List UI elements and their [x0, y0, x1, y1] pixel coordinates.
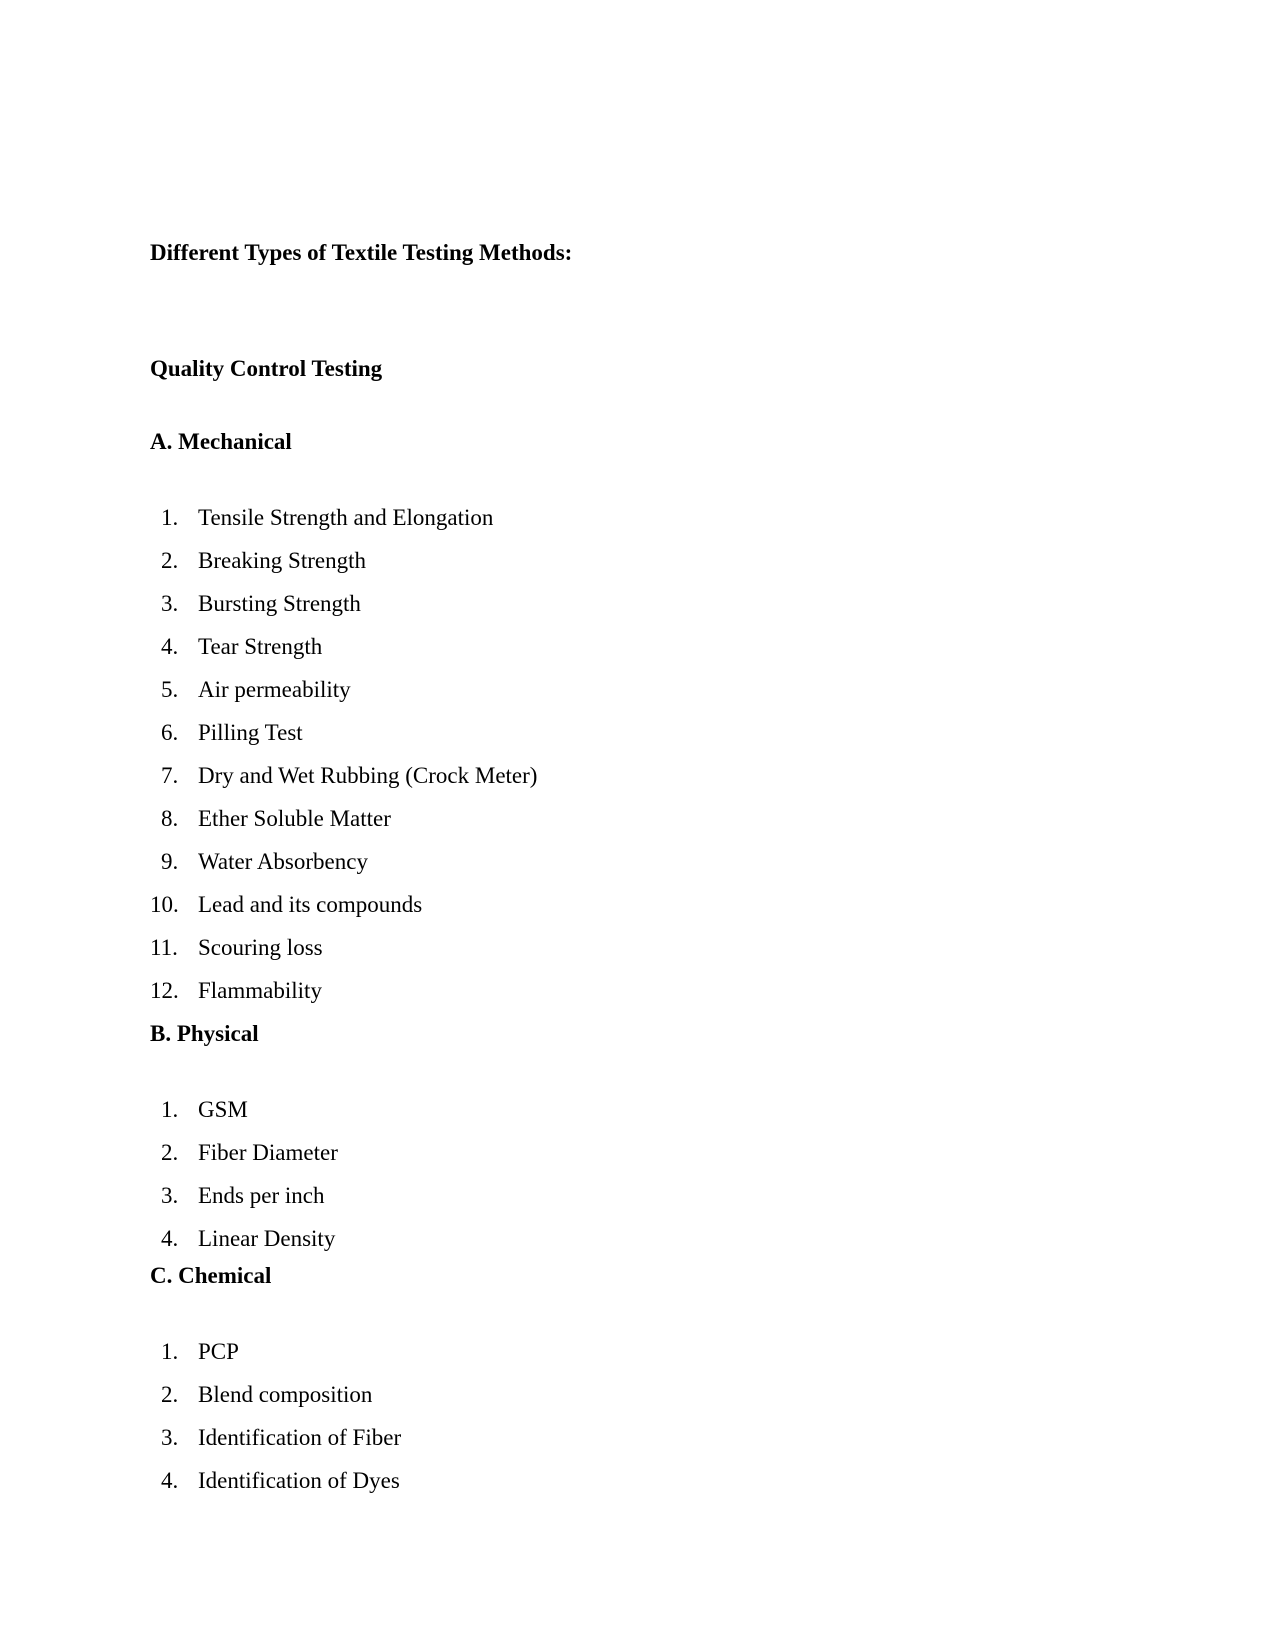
list-item-text: Tensile Strength and Elongation — [198, 505, 494, 530]
list-item-number: 4. — [161, 1468, 179, 1493]
list-item-number: 3. — [161, 1183, 179, 1208]
list-item-text: Tear Strength — [198, 634, 323, 659]
list-item-text: Fiber Diameter — [198, 1140, 338, 1165]
list-item-text: Linear Density — [198, 1226, 336, 1251]
list-item-number: 10. — [150, 892, 179, 917]
list-item-number: 8. — [161, 806, 179, 831]
list-item-number: 9. — [161, 849, 179, 874]
list-item-number: 7. — [161, 763, 179, 788]
list-item-number: 1. — [161, 1339, 179, 1364]
list-item-text: Identification of Fiber — [198, 1425, 402, 1450]
list-item-text: Blend composition — [198, 1382, 373, 1407]
list-item-text: Lead and its compounds — [198, 892, 423, 917]
list-item-text: Water Absorbency — [198, 849, 368, 874]
list-item-text: Scouring loss — [198, 935, 323, 960]
section-heading-physical: B. Physical — [150, 1021, 259, 1046]
list-item-number: 12. — [150, 978, 179, 1003]
list-item-number: 11. — [150, 935, 178, 960]
list-item-number: 4. — [161, 634, 179, 659]
list-item-text: Ether Soluble Matter — [198, 806, 391, 831]
list-item-text: GSM — [198, 1097, 248, 1122]
list-item-text: Dry and Wet Rubbing (Crock Meter) — [198, 763, 538, 788]
list-item-text: Flammability — [198, 978, 322, 1003]
list-item-number: 2. — [161, 1140, 179, 1165]
list-item-text: Ends per inch — [198, 1183, 325, 1208]
list-item-text: PCP — [198, 1339, 239, 1364]
list-item-number: 2. — [161, 548, 179, 573]
list-item-text: Pilling Test — [198, 720, 303, 745]
list-item-number: 6. — [161, 720, 179, 745]
list-item-number: 1. — [161, 1097, 179, 1122]
list-item-number: 5. — [161, 677, 179, 702]
list-item-number: 1. — [161, 505, 179, 530]
list-item-text: Bursting Strength — [198, 591, 361, 616]
list-item-number: 4. — [161, 1226, 179, 1251]
section-title-quality-control: Quality Control Testing — [150, 356, 383, 381]
page-title: Different Types of Textile Testing Methods: — [150, 240, 573, 265]
section-heading-mechanical: A. Mechanical — [150, 429, 292, 454]
list-item-text: Identification of Dyes — [198, 1468, 400, 1493]
list-item-number: 3. — [161, 591, 179, 616]
list-item-text: Breaking Strength — [198, 548, 366, 573]
list-item-number: 2. — [161, 1382, 179, 1407]
list-item-text: Air permeability — [198, 677, 351, 702]
list-item-number: 3. — [161, 1425, 179, 1450]
section-heading-chemical: C. Chemical — [150, 1263, 272, 1288]
